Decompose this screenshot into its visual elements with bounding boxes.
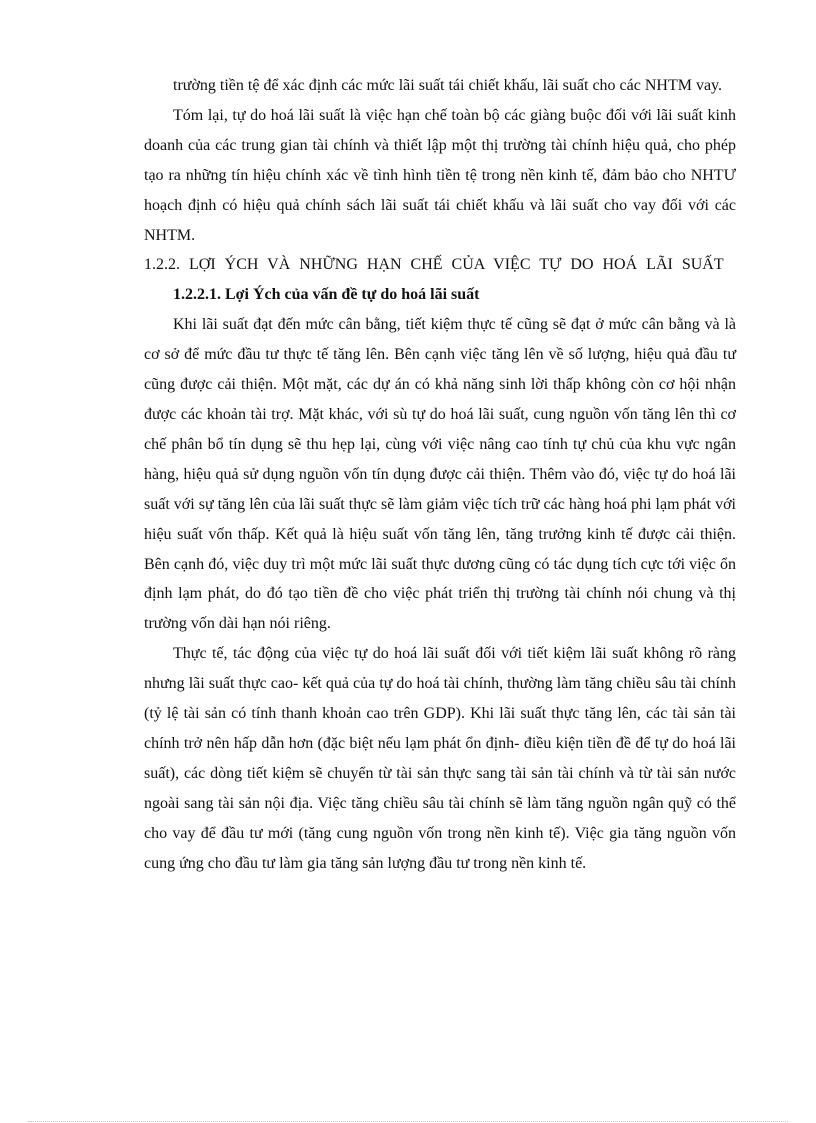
paragraph-continuation: trường tiền tệ để xác định các mức lãi suất tái chiết khấu, lãi suất cho các NHTM vay. <box>173 77 723 94</box>
page-bottom-divider <box>28 1121 788 1122</box>
section-heading: 1.2.2. LỢI ÝCH VÀ NHỮNG HẠN CHẾ CỦA VIỆC TỰ DO HOÁ LÃI SUẤT <box>144 256 724 274</box>
paragraph-benefits: Khi lãi suất đạt đến mức cân bằng, tiết kiệm thực tế cũng sẽ đạt ở mức cân bằng và là cơ sở để mức đầu tư thực tế tăng lên. Bên cạnh việc tăng lên về số lượng, hiệu quả đầu tư cũng được cải thiện. Một mặt, các dự án có khả năng sinh lời thấp không còn cơ hội nhận được các khoản tài trợ. Mặt khác, với sù tự do hoá lãi suất, cung nguồn vốn tăng lên thì cơ chế phân bổ tín dụng sẽ thu hẹp lại, cùng với việc nâng cao tính tự chủ của khu vực ngân hàng, hiệu quả sử dụng nguồn vốn tín dụng được cải thiện. Thêm vào đó, việc tự do hoá lãi suất với sự tăng lên của lãi suất thực sẽ làm giảm việc tích trữ các hàng hoá phi lạm phát với hiệu suất vốn thấp. Kết quả là hiệu suất vốn tăng lên, tăng trưởng kinh tế được cải thiện. Bên cạnh đó, việc duy trì một mức lãi suất thực dương cũng có tác dụng tích cực tới việc ổn định lạm phát, do đó tạo tiền đề cho việc phát triển thị trường tài chính nói chung và thị trường vốn dài hạn nói riêng. <box>144 316 736 633</box>
paragraph-savings-impact: Thực tế, tác động của việc tự do hoá lãi suất đối với tiết kiệm lãi suất không rõ ràng nhưng lãi suất thực cao- kết quả của tự do hoá tài chính, thường làm tăng chiều sâu tài chính (tỷ lệ tài sản có tính thanh khoản cao trên GDP). Khi lãi suất thực tăng lên, các tài sản tài chính trở nên hấp dẫn hơn (đặc biệt nếu lạm phát ổn định- điều kiện tiền đề để tự do hoá lãi suất), các dòng tiết kiệm sẽ chuyển từ tài sản thực sang tài sản tài chính và từ tài sản nước ngoài sang tài sản nội địa. Việc tăng chiều sâu tài chính sẽ làm tăng nguồn ngân quỹ có thể cho vay để đầu tư mới (tăng cung nguồn vốn trong nền kinh tế). Việc gia tăng nguồn vốn cung ứng cho đầu tư làm gia tăng sản lượng đầu tư trong nền kinh tế. <box>144 645 736 872</box>
subsection-heading: 1.2.2.1. Lợi Ých của vấn đề tự do hoá lãi suất <box>173 286 480 304</box>
paragraph-summary: Tóm lại, tự do hoá lãi suất là việc hạn chế toàn bộ các giàng buộc đối với lãi suất kinh doanh của các trung gian tài chính và thiết lập một thị trường tài chính hiệu quả, cho phép tạo ra những tín hiệu chính xác về tình hình tiền tệ trong nền kinh tế, đảm bảo cho NHTƯ hoạch định có hiệu quả chính sách lãi suất tái chiết khấu và lãi suất cho vay đối với các NHTM. <box>144 106 736 244</box>
document-body <box>144 71 736 878</box>
